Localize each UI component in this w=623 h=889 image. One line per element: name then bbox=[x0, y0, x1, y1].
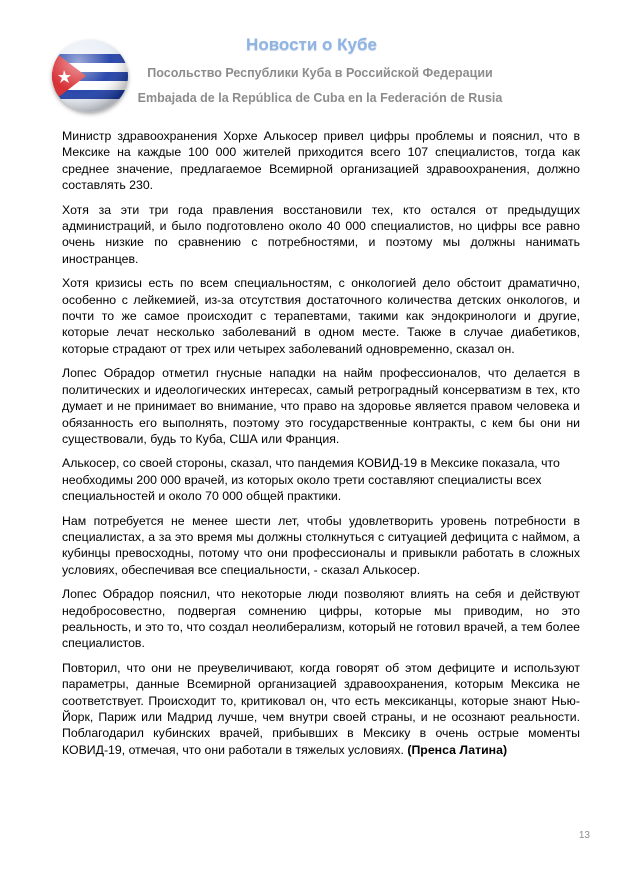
page-header bbox=[0, 0, 623, 115]
article-paragraph: Алькосер, со своей стороны, сказал, что пандемия КОВИД-19 в Мексике показала, что необходимы 200 000 врачей, из которых около трети составляют специалисты всех специальностей и около 70 000 общей практики. bbox=[62, 456, 560, 504]
page-number: 13 bbox=[578, 830, 590, 841]
article-paragraph: Лопес Обрадор отметил гнусные нападки на найм профессионалов, что делается в политических и идеологических интересах, самый ретроградный консерватизм в тех, кто думает и не принимает во внимание, что право на здоровье является правом человека и обязанность его выполнять, поэтому это государственные контракты, с кем бы они ни существовали, будь то Куба, США или Франция. bbox=[62, 366, 580, 446]
article-body bbox=[62, 128, 580, 766]
embassy-name-spanish: Embajada de la República de Cuba en la Federación de Rusia bbox=[137, 91, 503, 105]
article-paragraph: Лопес Обрадор пояснил, что некоторые люди позволяют влиять на себя и действуют недобросовестно, подвергая сомнению цифры, которые мы приводим, но это реальность, и это то, что создал неолиберализм, который не готовил врачей, а тем более специалистов. bbox=[62, 587, 580, 651]
article-last-paragraph-text: Повторил, что они не преувеличивают, когда говорят об этом дефиците и используют параметры, данные Всемирной организацией здравоохранения, которым Мексика не соответствует. Происходит то, критиковал он, что есть мексиканцы, которые знают Нью-Йорк, Париж или Мадрид лучше, чем внутри своей страны, и не осознают реальности. Поблагодарил кубинских врачей, прибывших в Мексику в очень острые моменты КОВИД-19, отмечая, что они работали в тяжелых условиях. bbox=[62, 660, 580, 757]
article-paragraph: Хотя за эти три года правления восстановили тех, кто остался от предыдущих администраций, и было подготовлено около 40 000 специалистов, но цифры все равно очень низкие по сравнению с потребностями, и поэтому мы должны нанимать иностранцев. bbox=[62, 202, 580, 266]
news-source: (Пренса Латина) bbox=[407, 742, 508, 757]
newsletter-title: Новости о Кубе bbox=[246, 35, 377, 54]
article-paragraph: Министр здравоохранения Хорхе Алькосер привел цифры проблемы и пояснил, что в Мексике на каждые 100 000 жителей приходится всего 107 специалистов, тогда как среднее значение, предлагаемое Всемирной организацией здравоохранения, должно составлять 230. bbox=[62, 129, 580, 193]
embassy-name-russian: Посольство Республики Куба в Российской Федерации bbox=[147, 66, 493, 80]
article-paragraph: Хотя кризисы есть по всем специальностям, с онкологией дело обстоит драматично, особенно с лейкемией, из-за отсутствия достаточного количества детских онкологов, и почти то же самое происходит с терапевтами, такими как эндокринологи и другие, которые лечат несколько заболеваний в одном месте. Также в случае диабетиков, которые страдают от трех или четырех заболеваний одновременно, сказал он. bbox=[62, 276, 580, 356]
article-last-paragraph bbox=[62, 660, 580, 758]
article-paragraph: Нам потребуется не менее шести лет, чтобы удовлетворить уровень потребности в специалистах, а за это время мы должны столкнуться с ситуацией дефицита с наймом, а кубинцы превосходны, потому что они профессионалы и привыкли работать в сложных условиях, обеспечивая все специальности, - сказал Алькосер. bbox=[62, 513, 580, 577]
